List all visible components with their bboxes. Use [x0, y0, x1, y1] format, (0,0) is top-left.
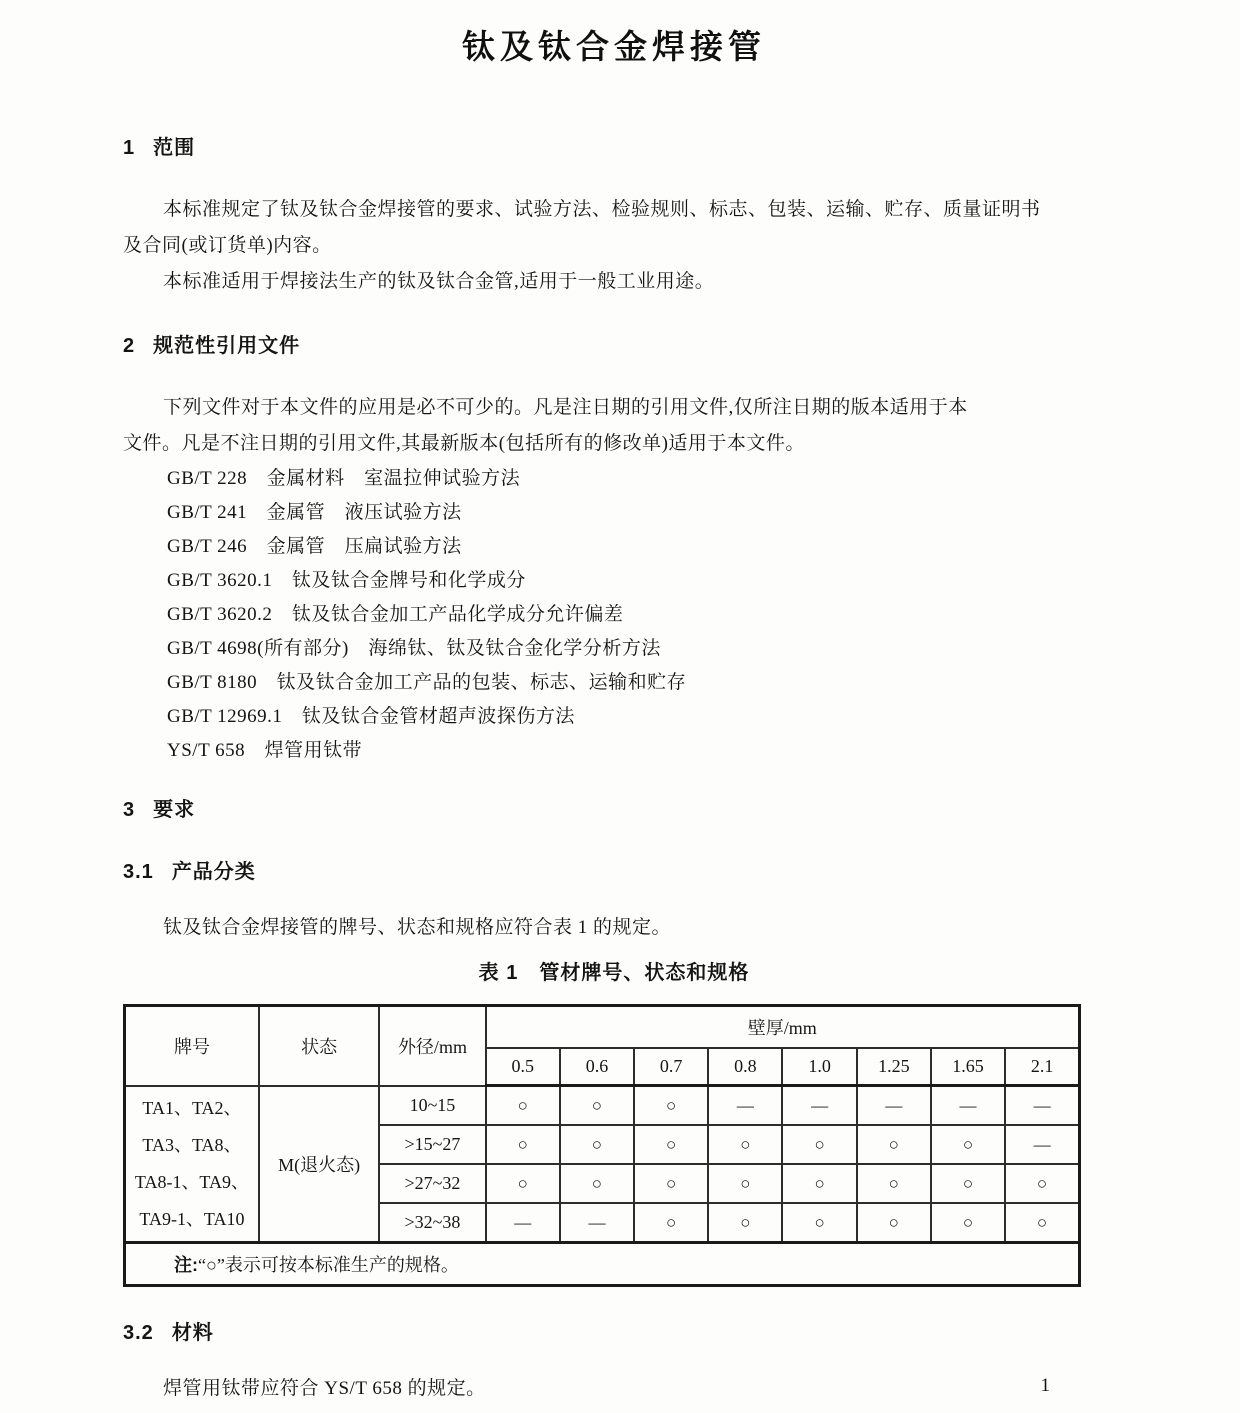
- spec-mark: ○: [857, 1125, 931, 1164]
- references-list: [123, 462, 1105, 768]
- state-cell: M(退火态): [259, 1086, 379, 1243]
- wall-value: 1.65: [931, 1048, 1005, 1086]
- spec-mark: ○: [634, 1203, 708, 1243]
- spec-mark: ○: [560, 1125, 634, 1164]
- spec-mark: ○: [708, 1203, 782, 1243]
- table-note-row: [125, 1243, 1080, 1286]
- spec-mark: —: [931, 1086, 1005, 1126]
- header-od: 外径/mm: [379, 1006, 485, 1086]
- section-1-heading: [123, 134, 1105, 162]
- spec-mark: ○: [1005, 1164, 1079, 1203]
- spec-mark: ○: [708, 1164, 782, 1203]
- spec-mark: ○: [857, 1203, 931, 1243]
- spec-mark: —: [782, 1086, 856, 1126]
- page-number: 1: [1040, 1375, 1050, 1396]
- reference-item: GB/T 8180 钛及钛合金加工产品的包装、标志、运输和贮存: [167, 672, 687, 693]
- section-2-title: 规范性引用文件: [153, 335, 301, 357]
- section-3-1-title: 产品分类: [171, 861, 256, 883]
- section-1-paragraphs: [123, 192, 1105, 300]
- text-line: 文件。凡是不注日期的引用文件,其最新版本(包括所有的修改单)适用于本文件。: [123, 433, 805, 454]
- od-cell: >32~38: [379, 1203, 485, 1243]
- reference-item: GB/T 241 金属管 液压试验方法: [167, 502, 462, 523]
- wall-value: 0.7: [634, 1048, 708, 1086]
- spec-mark: ○: [931, 1125, 1005, 1164]
- od-cell: >27~32: [379, 1164, 485, 1203]
- spec-mark: ○: [634, 1164, 708, 1203]
- section-2-number: 2: [123, 335, 136, 357]
- text-line: 本标准规定了钛及钛合金焊接管的要求、试验方法、检验规则、标志、包装、运输、贮存、质量证明书: [163, 199, 1041, 220]
- note-text: “○”表示可按本标准生产的规格。: [198, 1255, 459, 1275]
- section-3-1-paragraph: [123, 910, 1105, 946]
- table-note: [125, 1243, 1080, 1286]
- spec-mark: ○: [486, 1164, 560, 1203]
- section-3-2-title: 材料: [171, 1322, 214, 1344]
- spec-mark: —: [857, 1086, 931, 1126]
- section-3-number: 3: [123, 799, 136, 821]
- reference-item: GB/T 12969.1 钛及钛合金管材超声波探伤方法: [167, 706, 575, 727]
- spec-mark: ○: [931, 1203, 1005, 1243]
- brand-line: TA8-1、TA9、: [134, 1171, 249, 1192]
- section-1-title: 范围: [153, 137, 196, 159]
- note-label: 注:: [174, 1255, 198, 1275]
- section-2-paragraph: [123, 390, 1105, 462]
- wall-value: 0.5: [486, 1048, 560, 1086]
- spec-mark: ○: [486, 1125, 560, 1164]
- section-3-2-paragraph: [123, 1371, 1105, 1407]
- wall-value: 0.8: [708, 1048, 782, 1086]
- section-1-number: 1: [123, 137, 136, 159]
- spec-mark: ○: [634, 1086, 708, 1126]
- text-line: 及合同(或订货单)内容。: [123, 235, 332, 256]
- reference-item: GB/T 3620.2 钛及钛合金加工产品化学成分允许偏差: [167, 604, 624, 625]
- spec-mark: —: [486, 1203, 560, 1243]
- header-wall-thickness: 壁厚/mm: [486, 1006, 1080, 1049]
- text-line: 焊管用钛带应符合 YS/T 658 的规定。: [163, 1378, 486, 1399]
- spec-mark: ○: [857, 1164, 931, 1203]
- section-3-heading: [123, 796, 1105, 824]
- spec-mark: ○: [634, 1125, 708, 1164]
- text-line: 钛及钛合金焊接管的牌号、状态和规格应符合表 1 的规定。: [163, 917, 672, 938]
- section-3-2-number: 3.2: [123, 1322, 154, 1344]
- reference-item: GB/T 228 金属材料 室温拉伸试验方法: [167, 468, 521, 489]
- header-brand: 牌号: [125, 1006, 259, 1086]
- table-row: [125, 1086, 1080, 1126]
- spec-mark: ○: [486, 1086, 560, 1126]
- page-title: 钛及钛合金焊接管: [462, 28, 766, 65]
- section-2-heading: [123, 332, 1105, 360]
- wall-value: 2.1: [1005, 1048, 1079, 1086]
- reference-item: YS/T 658 焊管用钛带: [167, 740, 363, 761]
- header-state: 状态: [259, 1006, 379, 1086]
- spec-mark: ○: [560, 1164, 634, 1203]
- brand-line: TA1、TA2、: [142, 1097, 242, 1118]
- spec-mark: —: [708, 1086, 782, 1126]
- table-1: [123, 1004, 1081, 1287]
- section-3-title: 要求: [153, 799, 196, 821]
- od-cell: >15~27: [379, 1125, 485, 1164]
- spec-mark: ○: [782, 1164, 856, 1203]
- wall-value: 0.6: [560, 1048, 634, 1086]
- reference-item: GB/T 4698(所有部分) 海绵钛、钛及钛合金化学分析方法: [167, 638, 661, 659]
- wall-value: 1.25: [857, 1048, 931, 1086]
- wall-value: 1.0: [782, 1048, 856, 1086]
- table-1-caption: 表 1 管材牌号、状态和规格: [478, 962, 750, 984]
- spec-mark: —: [1005, 1086, 1079, 1126]
- od-cell: 10~15: [379, 1086, 485, 1126]
- brand-line: TA9-1、TA10: [139, 1208, 245, 1229]
- spec-mark: ○: [708, 1125, 782, 1164]
- reference-item: GB/T 3620.1 钛及钛合金牌号和化学成分: [167, 570, 526, 591]
- spec-mark: ○: [931, 1164, 1005, 1203]
- text-line: 本标准适用于焊接法生产的钛及钛合金管,适用于一般工业用途。: [163, 271, 715, 292]
- spec-mark: —: [1005, 1125, 1079, 1164]
- brand-cell: [125, 1086, 259, 1243]
- spec-mark: ○: [782, 1203, 856, 1243]
- spec-mark: ○: [560, 1086, 634, 1126]
- section-3-1-heading: [123, 858, 1105, 886]
- reference-item: GB/T 246 金属管 压扁试验方法: [167, 536, 462, 557]
- section-3-2-heading: [123, 1319, 1105, 1347]
- table-header-row: [125, 1006, 1080, 1049]
- brand-line: TA3、TA8、: [142, 1134, 242, 1155]
- spec-mark: ○: [782, 1125, 856, 1164]
- text-line: 下列文件对于本文件的应用是必不可少的。凡是注日期的引用文件,仅所注日期的版本适用于本: [163, 397, 968, 418]
- spec-mark: —: [560, 1203, 634, 1243]
- section-3-1-number: 3.1: [123, 861, 154, 883]
- spec-mark: ○: [1005, 1203, 1079, 1243]
